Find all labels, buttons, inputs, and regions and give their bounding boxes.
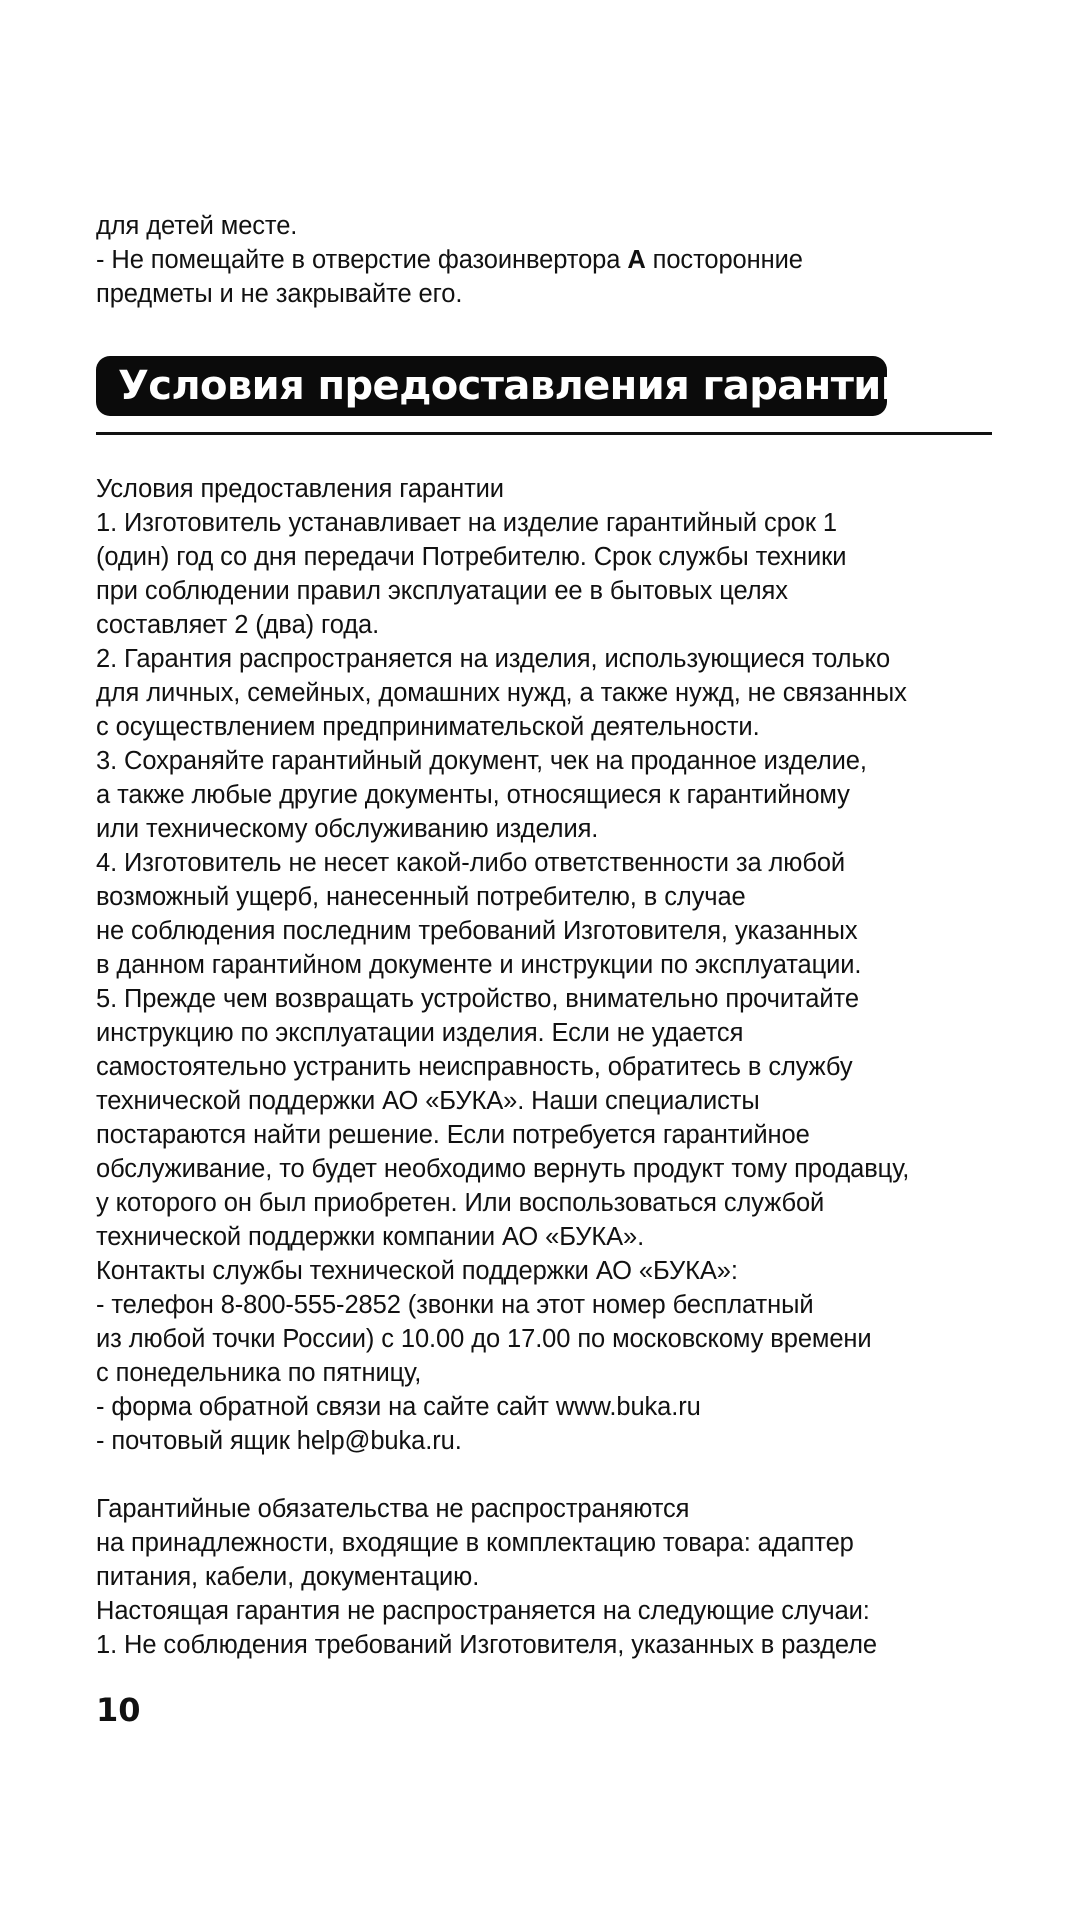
text-line: 2. Гарантия распространяется на изделия, использующиеся только xyxy=(96,645,891,673)
text-line: постараются найти решение. Если потребуется гарантийное xyxy=(96,1121,810,1149)
text-line: технической поддержки АО «БУКА». Наши специалисты xyxy=(96,1087,760,1115)
text-line: 4. Изготовитель не несет какой-либо ответственности за любой xyxy=(96,849,846,877)
text-line: Гарантийные обязательства не распространяются xyxy=(96,1495,690,1523)
text-line: технической поддержки компании АО «БУКА». xyxy=(96,1223,645,1251)
text-line: Условия предоставления гарантии xyxy=(96,475,504,503)
section-heading-banner xyxy=(96,356,909,416)
intro-line xyxy=(96,243,1006,277)
text-line: на принадлежности, входящие в комплектацию товара: адаптер xyxy=(96,1529,854,1557)
intro-line: предметы и не закрывайте его. xyxy=(96,280,463,308)
text-line: Настоящая гарантия не распространяется на следующие случаи: xyxy=(96,1597,870,1625)
heading-divider xyxy=(96,432,992,435)
text-line: у которого он был приобретен. Или воспользоваться службой xyxy=(96,1189,825,1217)
text-line: - почтовый ящик help@buka.ru. xyxy=(96,1427,462,1455)
text-line: не соблюдения последним требований Изготовителя, указанных xyxy=(96,917,858,945)
text-line: с осуществлением предпринимательской деятельности. xyxy=(96,713,760,741)
text-line: а также любые другие документы, относящиеся к гарантийному xyxy=(96,781,850,809)
text-line: с понедельника по пятницу, xyxy=(96,1359,422,1387)
text-line: в данном гарантийном документе и инструкции по эксплуатации. xyxy=(96,951,862,979)
intro-text-segment: посторонние xyxy=(645,246,803,274)
text-line: Контакты службы технической поддержки АО «БУКА»: xyxy=(96,1257,738,1285)
text-line: из любой точки России) с 10.00 до 17.00 по московскому времени xyxy=(96,1325,872,1353)
paragraph-gap xyxy=(96,1458,1006,1492)
warranty-conditions-text xyxy=(96,472,1006,1662)
text-line: инструкцию по эксплуатации изделия. Если не удается xyxy=(96,1019,744,1047)
text-line: 1. Изготовитель устанавливает на изделие гарантийный срок 1 xyxy=(96,509,837,537)
text-line: 5. Прежде чем возвращать устройство, внимательно прочитайте xyxy=(96,985,859,1013)
text-line: при соблюдении правил эксплуатации ее в бытовых целях xyxy=(96,577,788,605)
section-heading: Условия предоставления гарантии xyxy=(118,363,909,409)
text-line: - форма обратной связи на сайте сайт www.buka.ru xyxy=(96,1393,701,1421)
label-a: A xyxy=(627,246,646,274)
text-line: обслуживание, то будет необходимо вернуть продукт тому продавцу, xyxy=(96,1155,910,1183)
intro-text xyxy=(96,209,1006,311)
text-line: возможный ущерб, нанесенный потребителю, в случае xyxy=(96,883,746,911)
text-line: 1. Не соблюдения требований Изготовителя, указанных в разделе xyxy=(96,1631,877,1659)
text-line: для личных, семейных, домашних нужд, а также нужд, не связанных xyxy=(96,679,907,707)
intro-text-segment: - Не помещайте в отверстие фазоинвертора xyxy=(96,246,628,274)
text-line: - телефон 8-800-555-2852 (звонки на этот номер бесплатный xyxy=(96,1291,814,1319)
intro-line: для детей месте. xyxy=(96,212,298,240)
text-line: самостоятельно устранить неисправность, обратитесь в службу xyxy=(96,1053,853,1081)
text-line: 3. Сохраняйте гарантийный документ, чек на проданное изделие, xyxy=(96,747,867,775)
text-line: (один) год со дня передачи Потребителю. Срок службы техники xyxy=(96,543,847,571)
page-number: 10 xyxy=(96,1691,141,1729)
text-line: питания, кабели, документацию. xyxy=(96,1563,480,1591)
text-line: или техническому обслуживанию изделия. xyxy=(96,815,599,843)
text-line: составляет 2 (два) года. xyxy=(96,611,380,639)
